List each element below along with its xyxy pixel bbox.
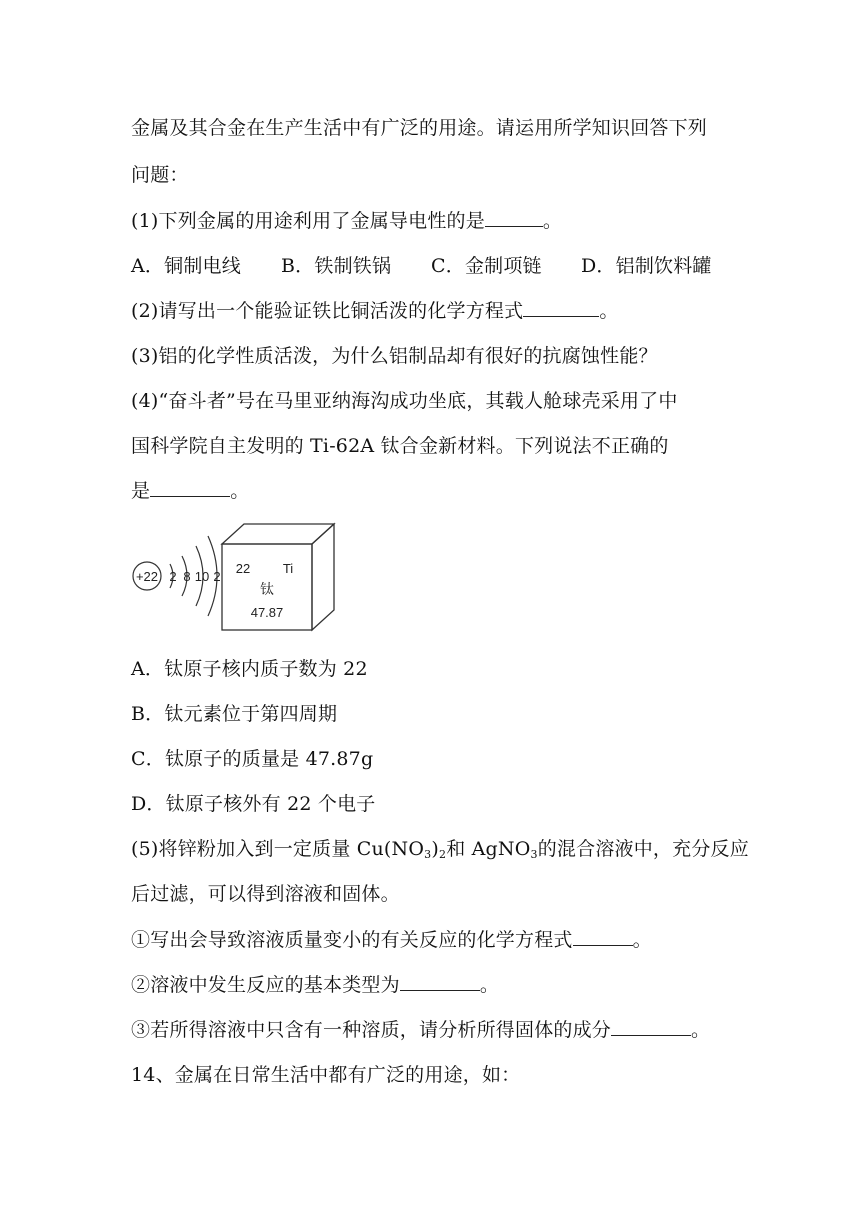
q5-sub-c-tail: 。 (691, 1019, 711, 1041)
q5-text-2: ) (431, 838, 439, 860)
question-5-sub-b (131, 972, 499, 998)
question-2-tail: 。 (599, 300, 619, 322)
question-1 (131, 208, 562, 234)
option-a: A．铜制电线 (131, 255, 241, 277)
q5-text-3: 和 AgNO (446, 838, 531, 860)
question-5-line-1 (131, 836, 749, 862)
atomic-number: 22 (235, 561, 251, 576)
question-4-tail: 。 (230, 480, 250, 502)
q5-subscript-3: 3 (530, 848, 538, 861)
answer-blank-2[interactable] (523, 298, 599, 317)
question-1-stem: (1)下列金属的用途利用了金属导电性的是 (131, 210, 485, 232)
question-5-sub-a (131, 927, 652, 953)
cube-side (312, 524, 334, 630)
atomic-mass: 47.87 (250, 605, 284, 620)
shell-count-3: 10 (194, 569, 210, 584)
element-symbol: Ti (282, 561, 294, 576)
question-5-sub-c (131, 1017, 710, 1043)
question-14: 14、金属在日常生活中都有广泛的用途，如： (131, 1064, 521, 1086)
answer-blank-1[interactable] (485, 208, 543, 227)
answer-blank-5a[interactable] (573, 927, 633, 946)
q5-text-4: 的混合溶液中，充分反应 (537, 838, 749, 860)
q5-sub-c-text: ③若所得溶液中只含有一种溶质，请分析所得固体的成分 (131, 1019, 612, 1041)
q5-subscript-1: 3 (424, 848, 432, 861)
element-name: 钛 (260, 581, 274, 597)
q5-sub-b-text: ②溶液中发生反应的基本类型为 (131, 974, 400, 996)
element-cube (222, 524, 334, 630)
answer-blank-5c[interactable] (611, 1017, 691, 1036)
question-2-stem: (2)请写出一个能验证铁比铜活泼的化学方程式 (131, 300, 524, 322)
question-4-line-3 (131, 478, 249, 504)
question-4-option-a: A．钛原子核内质子数为 22 (131, 658, 368, 680)
shell-count-1: 2 (169, 569, 177, 584)
atom-structure-diagram (133, 536, 221, 616)
nucleus-charge: +22 (135, 569, 159, 584)
cube-top (222, 524, 334, 544)
q5-sub-b-tail: 。 (479, 974, 500, 996)
question-4-line-3-text: 是 (131, 480, 151, 502)
q5-text-1: (5)将锌粉加入到一定质量 Cu(NO (131, 838, 425, 860)
option-c: C．金制项链 (431, 255, 542, 277)
q5-sub-a-tail: 。 (632, 929, 652, 951)
question-4-line-1: (4)“奋斗者”号在马里亚纳海沟成功坐底，其载人舱球壳采用了中 (131, 390, 678, 412)
question-3: (3)铝的化学性质活泼，为什么铝制品却有很好的抗腐蚀性能？ (131, 345, 658, 367)
question-4-option-d: D．钛原子核外有 22 个电子 (131, 793, 376, 815)
intro-line-1: 金属及其合金在生产生活中有广泛的用途。请运用所学知识回答下列 (131, 117, 708, 139)
question-4-line-2: 国科学院自主发明的 Ti-62A 钛合金新材料。下列说法不正确的 (131, 435, 669, 457)
titanium-figure (130, 522, 340, 634)
question-1-tail: 。 (542, 210, 563, 232)
intro-line-2: 问题： (131, 164, 189, 186)
question-5-line-2: 后过滤，可以得到溶液和固体。 (131, 883, 400, 905)
shell-count-2: 8 (183, 569, 191, 584)
answer-blank-5b[interactable] (400, 972, 480, 991)
answer-blank-4[interactable] (150, 478, 230, 497)
question-1-options (131, 253, 712, 279)
question-4-option-c: C．钛原子的质量是 47.87g (131, 748, 374, 770)
q5-subscript-2: 2 (438, 848, 447, 861)
option-d: D．铝制饮料罐 (581, 255, 712, 277)
option-b: B．铁制铁锅 (281, 255, 392, 277)
shell-count-4: 2 (213, 569, 221, 584)
question-2 (131, 298, 619, 324)
question-4-option-b: B．钛元素位于第四周期 (131, 703, 338, 725)
q5-sub-a-text: ①写出会导致溶液质量变小的有关反应的化学方程式 (131, 929, 573, 951)
